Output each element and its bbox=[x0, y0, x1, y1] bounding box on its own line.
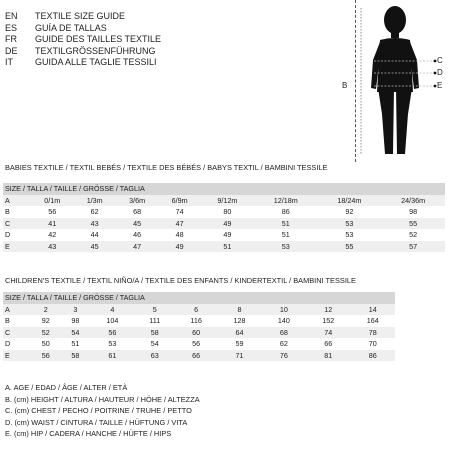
table-cell: 70 bbox=[350, 338, 395, 350]
table-row bbox=[3, 350, 395, 362]
table-row bbox=[3, 206, 445, 218]
legend-item-age: A. AGE / EDAD / ÂGE / ALTER / ETÀ bbox=[5, 383, 128, 392]
table-cell: 53 bbox=[90, 338, 134, 350]
table-cell: 98 bbox=[381, 206, 445, 218]
table-row bbox=[3, 327, 395, 339]
language-row-fr bbox=[5, 34, 161, 46]
table-cell: 57 bbox=[381, 241, 445, 253]
table-cell: 51 bbox=[61, 338, 91, 350]
table-cell: 45 bbox=[116, 218, 158, 230]
table-cell: 48 bbox=[158, 229, 200, 241]
table-cell: 58 bbox=[61, 350, 91, 362]
row-label: D bbox=[3, 229, 31, 241]
table-header-row bbox=[3, 183, 445, 195]
table-cell: 44 bbox=[73, 229, 115, 241]
table-cell: 14 bbox=[350, 304, 395, 316]
legend-item-hip: E. (cm) HIP / CADERA / HANCHE / HÜFTE / HIPS bbox=[5, 429, 172, 439]
row-label: A bbox=[3, 304, 31, 316]
row-label: C bbox=[3, 327, 31, 339]
table-cell: 64 bbox=[217, 327, 261, 339]
table-cell: 54 bbox=[61, 327, 91, 339]
table-cell: 3 bbox=[61, 304, 91, 316]
table-cell: 78 bbox=[350, 327, 395, 339]
table-cell: 80 bbox=[201, 206, 254, 218]
legend-item-chest: C. (cm) CHEST / PECHO / POITRINE / TRUHE / PETTO bbox=[5, 406, 192, 416]
measurement-legend bbox=[5, 382, 200, 440]
children-size-table bbox=[3, 292, 395, 361]
table-row bbox=[3, 315, 395, 327]
table-cell: 10 bbox=[262, 304, 306, 316]
children-section-title: CHILDREN'S TEXTILE / TEXTIL NIÑO/A / TEXTILE DES ENFANTS / KINDERTEXTIL / BAMBINI TESSILE bbox=[5, 276, 356, 285]
row-label: A bbox=[3, 195, 31, 207]
table-cell: 92 bbox=[318, 206, 382, 218]
table-cell: 52 bbox=[381, 229, 445, 241]
row-label: C bbox=[3, 218, 31, 230]
language-text: TEXTILGRÖSSENFÜHRUNG bbox=[35, 45, 156, 56]
baby-size-table bbox=[3, 183, 445, 252]
table-cell: 71 bbox=[217, 350, 261, 362]
table-cell: 42 bbox=[31, 229, 73, 241]
table-cell: 58 bbox=[135, 327, 175, 339]
table-cell: 98 bbox=[61, 315, 91, 327]
table-cell: 53 bbox=[318, 229, 382, 241]
table-cell: 49 bbox=[158, 241, 200, 253]
table-cell: 5 bbox=[135, 304, 175, 316]
table-cell: 55 bbox=[318, 241, 382, 253]
table-cell: 47 bbox=[158, 218, 200, 230]
language-row-de bbox=[5, 46, 161, 58]
table-cell: 18/24m bbox=[318, 195, 382, 207]
table-cell: 43 bbox=[31, 241, 73, 253]
table-header-row bbox=[3, 292, 395, 304]
language-row-en bbox=[5, 11, 161, 23]
table-cell: 8 bbox=[217, 304, 261, 316]
language-guide bbox=[5, 11, 161, 69]
table-cell: 76 bbox=[262, 350, 306, 362]
table-cell: 46 bbox=[116, 229, 158, 241]
table-cell: 24/36m bbox=[381, 195, 445, 207]
measure-label-d: D bbox=[437, 68, 443, 77]
row-label: E bbox=[3, 241, 31, 253]
table-cell: 53 bbox=[254, 241, 318, 253]
table-row bbox=[3, 195, 445, 207]
table-cell: 104 bbox=[90, 315, 134, 327]
row-label: E bbox=[3, 350, 31, 362]
table-cell: 1/3m bbox=[73, 195, 115, 207]
language-code: EN bbox=[5, 11, 18, 21]
figure-divider bbox=[355, 0, 356, 162]
table-cell: 61 bbox=[90, 350, 134, 362]
table-cell: 111 bbox=[135, 315, 175, 327]
legend-item-waist: D. (cm) WAIST / CINTURA / TAILLE / HÜFTUNG / VITA bbox=[5, 417, 188, 427]
table-cell: 51 bbox=[254, 218, 318, 230]
measure-label-c: C bbox=[437, 56, 443, 65]
language-code: IT bbox=[5, 57, 13, 67]
table-cell: 50 bbox=[31, 338, 61, 350]
table-cell: 59 bbox=[217, 338, 261, 350]
table-cell: 2 bbox=[31, 304, 61, 316]
table-cell: 140 bbox=[262, 315, 306, 327]
table-cell: 66 bbox=[175, 350, 217, 362]
measure-label-b: B bbox=[342, 81, 348, 90]
row-label: D bbox=[3, 338, 31, 350]
language-code: FR bbox=[5, 34, 17, 44]
table-cell: 9/12m bbox=[201, 195, 254, 207]
table-cell: 47 bbox=[116, 241, 158, 253]
table-cell: 128 bbox=[217, 315, 261, 327]
table-cell: 86 bbox=[350, 350, 395, 362]
row-label: B bbox=[3, 206, 31, 218]
language-code: ES bbox=[5, 22, 18, 33]
table-row bbox=[3, 218, 445, 230]
table-row bbox=[3, 304, 395, 316]
table-cell: 56 bbox=[31, 350, 61, 362]
table-cell: 43 bbox=[73, 218, 115, 230]
table-cell: 86 bbox=[254, 206, 318, 218]
language-row-es bbox=[5, 23, 161, 35]
table-cell: 74 bbox=[158, 206, 200, 218]
table-cell: 12/18m bbox=[254, 195, 318, 207]
row-label: B bbox=[3, 315, 31, 327]
language-text: GUIDA ALLE TAGLIE TESSILI bbox=[35, 57, 157, 67]
table-cell: 3/6m bbox=[116, 195, 158, 207]
table-cell: 63 bbox=[135, 350, 175, 362]
table-cell: 45 bbox=[73, 241, 115, 253]
table-cell: 41 bbox=[31, 218, 73, 230]
legend-item-height: B. (cm) HEIGHT / ALTURA / HAUTEUR / HÖHE / ALTEZZA bbox=[5, 394, 200, 404]
table-cell: 52 bbox=[31, 327, 61, 339]
table-cell: 74 bbox=[306, 327, 350, 339]
table-header: SIZE / TALLA / TAILLE / GRÖSSE / TAGLIA bbox=[3, 183, 445, 195]
language-text: GUÍA DE TALLAS bbox=[35, 22, 107, 33]
table-cell: 62 bbox=[262, 338, 306, 350]
language-text: TEXTILE SIZE GUIDE bbox=[35, 11, 126, 21]
table-cell: 51 bbox=[201, 241, 254, 253]
language-text: GUIDE DES TAILLES TEXTILE bbox=[35, 34, 162, 44]
table-cell: 68 bbox=[262, 327, 306, 339]
language-row-it bbox=[5, 57, 161, 69]
child-silhouette-icon bbox=[360, 2, 443, 162]
table-cell: 56 bbox=[31, 206, 73, 218]
table-cell: 51 bbox=[254, 229, 318, 241]
table-cell: 164 bbox=[350, 315, 395, 327]
table-cell: 152 bbox=[306, 315, 350, 327]
table-cell: 6/9m bbox=[158, 195, 200, 207]
baby-section-title: BABIES TEXTILE / TEXTIL BEBÉS / TEXTILE DES BÉBÉS / BABYS TEXTIL / BAMBINI TESSILE bbox=[5, 163, 328, 172]
table-cell: 49 bbox=[201, 218, 254, 230]
table-cell: 56 bbox=[175, 338, 217, 350]
table-row bbox=[3, 229, 445, 241]
table-cell: 60 bbox=[175, 327, 217, 339]
table-header: SIZE / TALLA / TAILLE / GRÖSSE / TAGLIA bbox=[3, 292, 395, 304]
table-row bbox=[3, 338, 395, 350]
table-cell: 56 bbox=[90, 327, 134, 339]
table-cell: 54 bbox=[135, 338, 175, 350]
table-cell: 81 bbox=[306, 350, 350, 362]
table-cell: 49 bbox=[201, 229, 254, 241]
table-cell: 92 bbox=[31, 315, 61, 327]
table-cell: 66 bbox=[306, 338, 350, 350]
table-cell: 68 bbox=[116, 206, 158, 218]
measure-label-e: E bbox=[437, 81, 443, 90]
table-cell: 12 bbox=[306, 304, 350, 316]
table-cell: 53 bbox=[318, 218, 382, 230]
table-cell: 6 bbox=[175, 304, 217, 316]
table-row bbox=[3, 241, 445, 253]
table-cell: 55 bbox=[381, 218, 445, 230]
table-cell: 116 bbox=[175, 315, 217, 327]
table-cell: 62 bbox=[73, 206, 115, 218]
table-cell: 4 bbox=[90, 304, 134, 316]
table-cell: 0/1m bbox=[31, 195, 73, 207]
language-code: DE bbox=[5, 45, 18, 56]
